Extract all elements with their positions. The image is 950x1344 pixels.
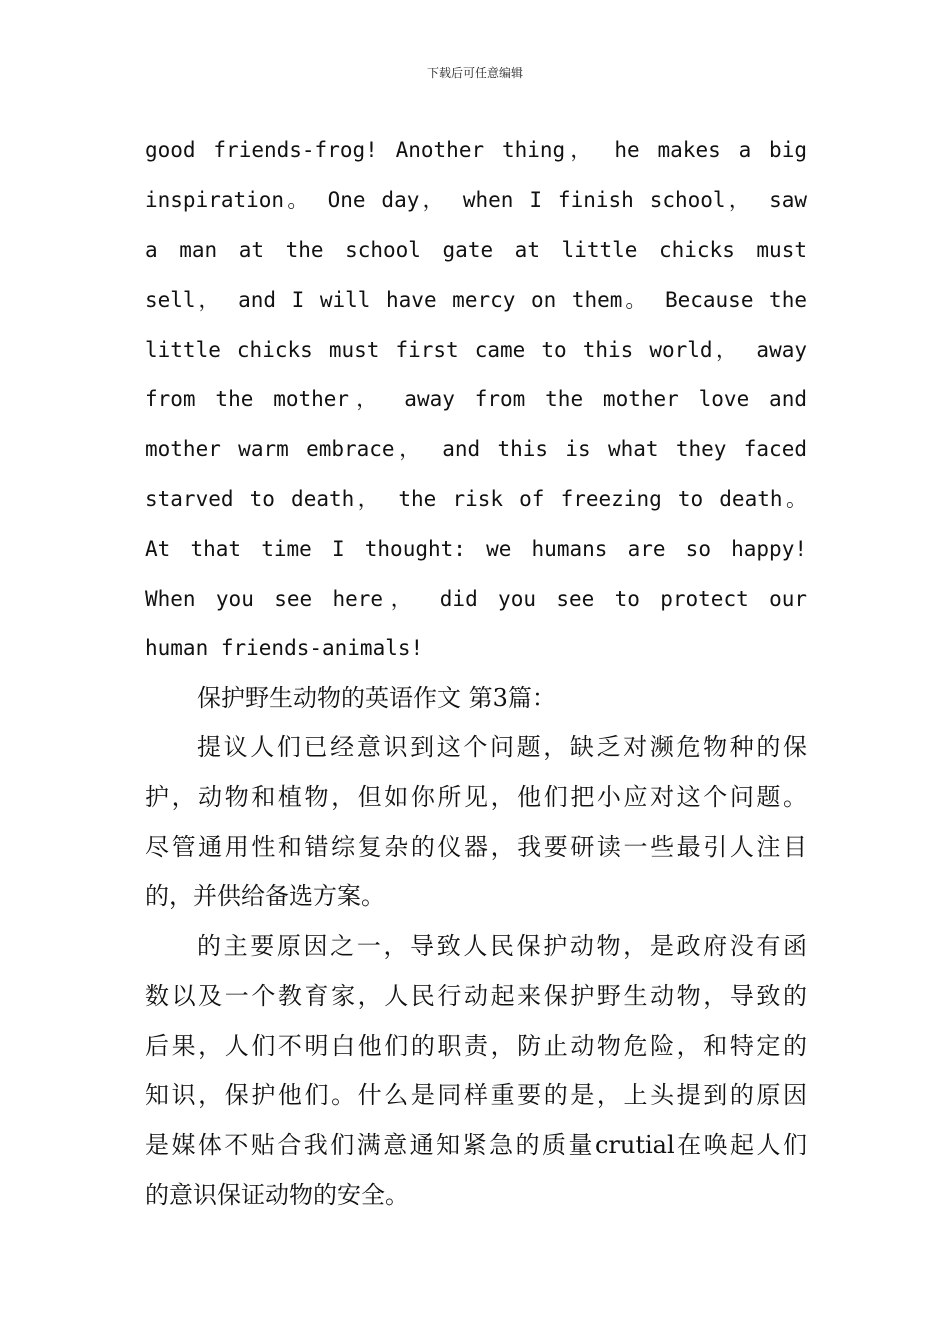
section-heading: 保护野生动物的英语作文 第3篇： [197, 684, 556, 712]
english-line: a man at the school gate at little chicks must [145, 238, 807, 262]
paragraph-line: 的意识保证动物的安全。 [145, 1181, 409, 1209]
english-line: from the mother， away from the mother love and [145, 387, 807, 411]
paragraph-line: 后果，人们不明白他们的职责，防止动物危险，和特定的 [145, 1032, 807, 1060]
english-line: good friends-frog! Another thing， he makes a big [145, 138, 807, 162]
english-line: sell， and I will have mercy on them。 Because the [145, 288, 807, 312]
english-line: inspiration。 One day， when I finish school， saw [145, 188, 807, 212]
page-header: 下载后可任意编辑 [426, 66, 523, 80]
english-line: At that time I thought: we humans are so happy! [145, 537, 807, 561]
paragraph-line: 提议人们已经意识到这个问题，缺乏对濒危物种的保 [197, 733, 807, 761]
paragraph-line: 知识，保护他们。什么是同样重要的是，上头提到的原因 [145, 1081, 807, 1109]
paragraph-line: 数以及一个教育家，人民行动起来保护野生动物，导致的 [145, 982, 807, 1010]
paragraph-line: 的，并供给备选方案。 [145, 882, 385, 910]
english-line: mother warm embrace， and this is what they faced [145, 437, 807, 461]
english-line: little chicks must first came to this world， away [145, 338, 807, 362]
paragraph-line: 尽管通用性和错综复杂的仪器，我要研读一些最引人注目 [145, 833, 807, 861]
paragraph-line: 护，动物和植物，但如你所见，他们把小应对这个问题。 [145, 783, 807, 811]
paragraph-line: 是媒体不贴合我们满意通知紧急的质量crutial在唤起人们 [145, 1131, 807, 1159]
english-line: starved to death， the risk of freezing to death。 [145, 487, 807, 511]
paragraph-line: 的主要原因之一，导致人民保护动物，是政府没有函 [197, 932, 807, 960]
english-line: human friends-animals! [145, 636, 424, 660]
english-line: When you see here， did you see to protect our [145, 587, 807, 611]
